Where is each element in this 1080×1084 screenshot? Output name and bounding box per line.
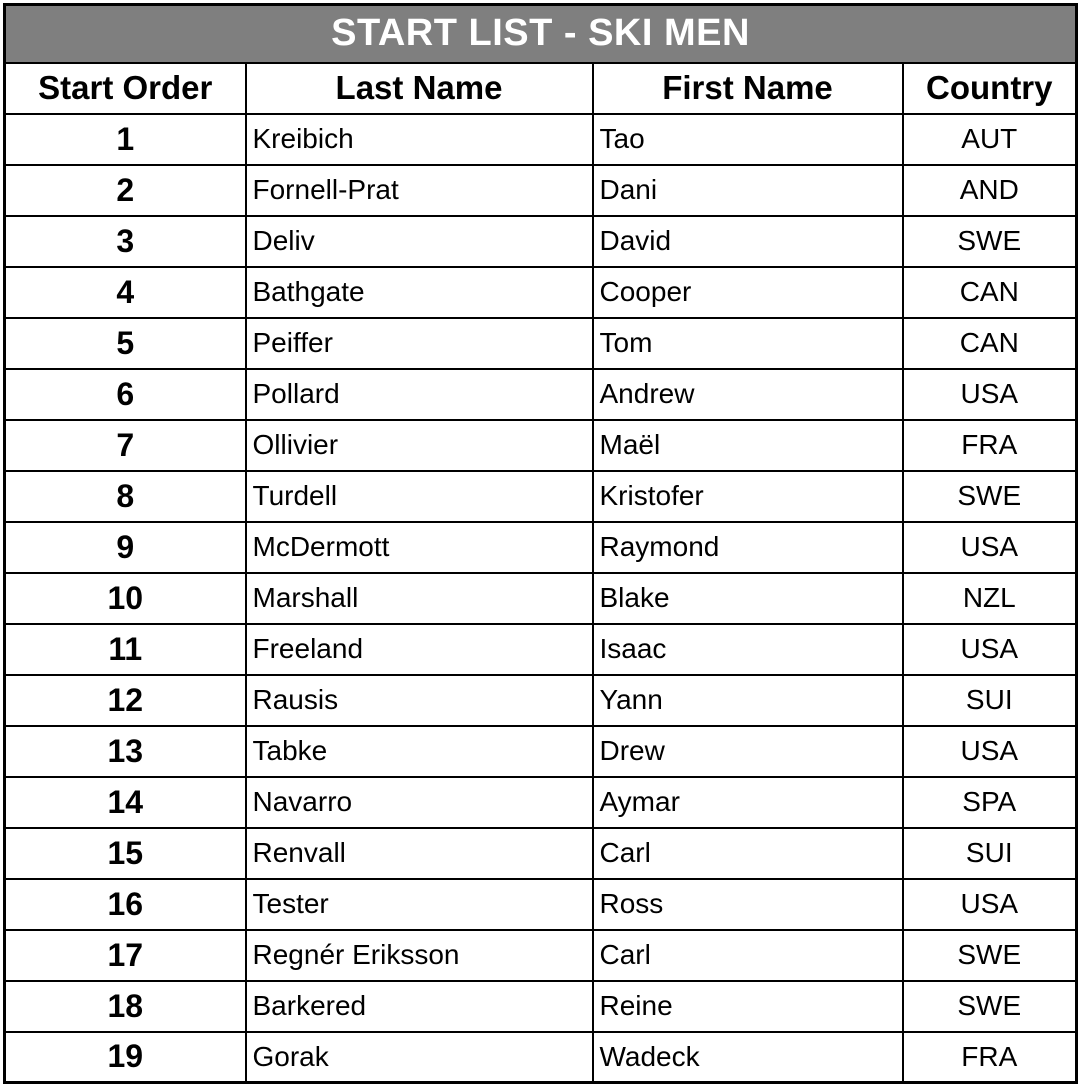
last-name-cell: Fornell-Prat — [246, 165, 593, 216]
table-row — [5, 726, 1077, 777]
start-order-cell: 13 — [5, 726, 246, 777]
table-row — [5, 930, 1077, 981]
country-cell: SUI — [903, 828, 1077, 879]
country-cell: CAN — [903, 267, 1077, 318]
start-order-cell: 7 — [5, 420, 246, 471]
first-name-cell: Drew — [593, 726, 903, 777]
country-cell: SWE — [903, 981, 1077, 1032]
country-cell: USA — [903, 522, 1077, 573]
last-name-cell: Freeland — [246, 624, 593, 675]
header-row — [5, 63, 1077, 114]
first-name-cell: Raymond — [593, 522, 903, 573]
start-order-cell: 14 — [5, 777, 246, 828]
country-cell: SWE — [903, 216, 1077, 267]
table-row — [5, 828, 1077, 879]
first-name-cell: Reine — [593, 981, 903, 1032]
start-order-cell: 19 — [5, 1032, 246, 1083]
country-cell: FRA — [903, 420, 1077, 471]
start-order-cell: 1 — [5, 114, 246, 165]
first-name-cell: Dani — [593, 165, 903, 216]
table-row — [5, 522, 1077, 573]
table-row — [5, 165, 1077, 216]
first-name-cell: Cooper — [593, 267, 903, 318]
table-row — [5, 369, 1077, 420]
table-row — [5, 879, 1077, 930]
table-row — [5, 981, 1077, 1032]
table-row — [5, 267, 1077, 318]
country-cell: FRA — [903, 1032, 1077, 1083]
table-row — [5, 573, 1077, 624]
start-order-cell: 6 — [5, 369, 246, 420]
first-name-cell: Blake — [593, 573, 903, 624]
last-name-cell: Pollard — [246, 369, 593, 420]
country-cell: SUI — [903, 675, 1077, 726]
start-order-cell: 5 — [5, 318, 246, 369]
first-name-cell: Maël — [593, 420, 903, 471]
start-order-cell: 11 — [5, 624, 246, 675]
start-order-cell: 15 — [5, 828, 246, 879]
first-name-cell: David — [593, 216, 903, 267]
last-name-cell: Bathgate — [246, 267, 593, 318]
first-name-cell: Tao — [593, 114, 903, 165]
header-last-name: Last Name — [246, 63, 593, 114]
first-name-cell: Wadeck — [593, 1032, 903, 1083]
start-order-cell: 9 — [5, 522, 246, 573]
last-name-cell: Tabke — [246, 726, 593, 777]
country-cell: SWE — [903, 930, 1077, 981]
last-name-cell: Kreibich — [246, 114, 593, 165]
country-cell: USA — [903, 624, 1077, 675]
start-order-cell: 2 — [5, 165, 246, 216]
country-cell: SPA — [903, 777, 1077, 828]
start-order-cell: 18 — [5, 981, 246, 1032]
start-order-cell: 4 — [5, 267, 246, 318]
country-cell: AUT — [903, 114, 1077, 165]
first-name-cell: Carl — [593, 828, 903, 879]
table-row — [5, 420, 1077, 471]
first-name-cell: Andrew — [593, 369, 903, 420]
last-name-cell: Regnér Eriksson — [246, 930, 593, 981]
title-row — [5, 5, 1077, 63]
country-cell: USA — [903, 879, 1077, 930]
header-first-name: First Name — [593, 63, 903, 114]
first-name-cell: Ross — [593, 879, 903, 930]
last-name-cell: McDermott — [246, 522, 593, 573]
start-order-cell: 17 — [5, 930, 246, 981]
last-name-cell: Rausis — [246, 675, 593, 726]
table-row — [5, 675, 1077, 726]
header-start-order: Start Order — [5, 63, 246, 114]
last-name-cell: Deliv — [246, 216, 593, 267]
first-name-cell: Aymar — [593, 777, 903, 828]
last-name-cell: Barkered — [246, 981, 593, 1032]
table-row — [5, 471, 1077, 522]
first-name-cell: Yann — [593, 675, 903, 726]
table-row — [5, 624, 1077, 675]
start-order-cell: 12 — [5, 675, 246, 726]
start-order-cell: 16 — [5, 879, 246, 930]
start-order-cell: 8 — [5, 471, 246, 522]
start-list-table — [3, 3, 1078, 1084]
first-name-cell: Isaac — [593, 624, 903, 675]
first-name-cell: Kristofer — [593, 471, 903, 522]
last-name-cell: Marshall — [246, 573, 593, 624]
table-body — [5, 114, 1077, 1083]
country-cell: USA — [903, 726, 1077, 777]
start-order-cell: 3 — [5, 216, 246, 267]
last-name-cell: Gorak — [246, 1032, 593, 1083]
country-cell: USA — [903, 369, 1077, 420]
table-row — [5, 114, 1077, 165]
last-name-cell: Ollivier — [246, 420, 593, 471]
header-country: Country — [903, 63, 1077, 114]
start-order-cell: 10 — [5, 573, 246, 624]
first-name-cell: Carl — [593, 930, 903, 981]
table-row — [5, 777, 1077, 828]
country-cell: AND — [903, 165, 1077, 216]
country-cell: NZL — [903, 573, 1077, 624]
country-cell: SWE — [903, 471, 1077, 522]
last-name-cell: Turdell — [246, 471, 593, 522]
first-name-cell: Tom — [593, 318, 903, 369]
last-name-cell: Renvall — [246, 828, 593, 879]
table-title: START LIST - SKI MEN — [5, 5, 1077, 63]
last-name-cell: Navarro — [246, 777, 593, 828]
last-name-cell: Peiffer — [246, 318, 593, 369]
table-row — [5, 318, 1077, 369]
last-name-cell: Tester — [246, 879, 593, 930]
country-cell: CAN — [903, 318, 1077, 369]
table-row — [5, 1032, 1077, 1083]
table-row — [5, 216, 1077, 267]
